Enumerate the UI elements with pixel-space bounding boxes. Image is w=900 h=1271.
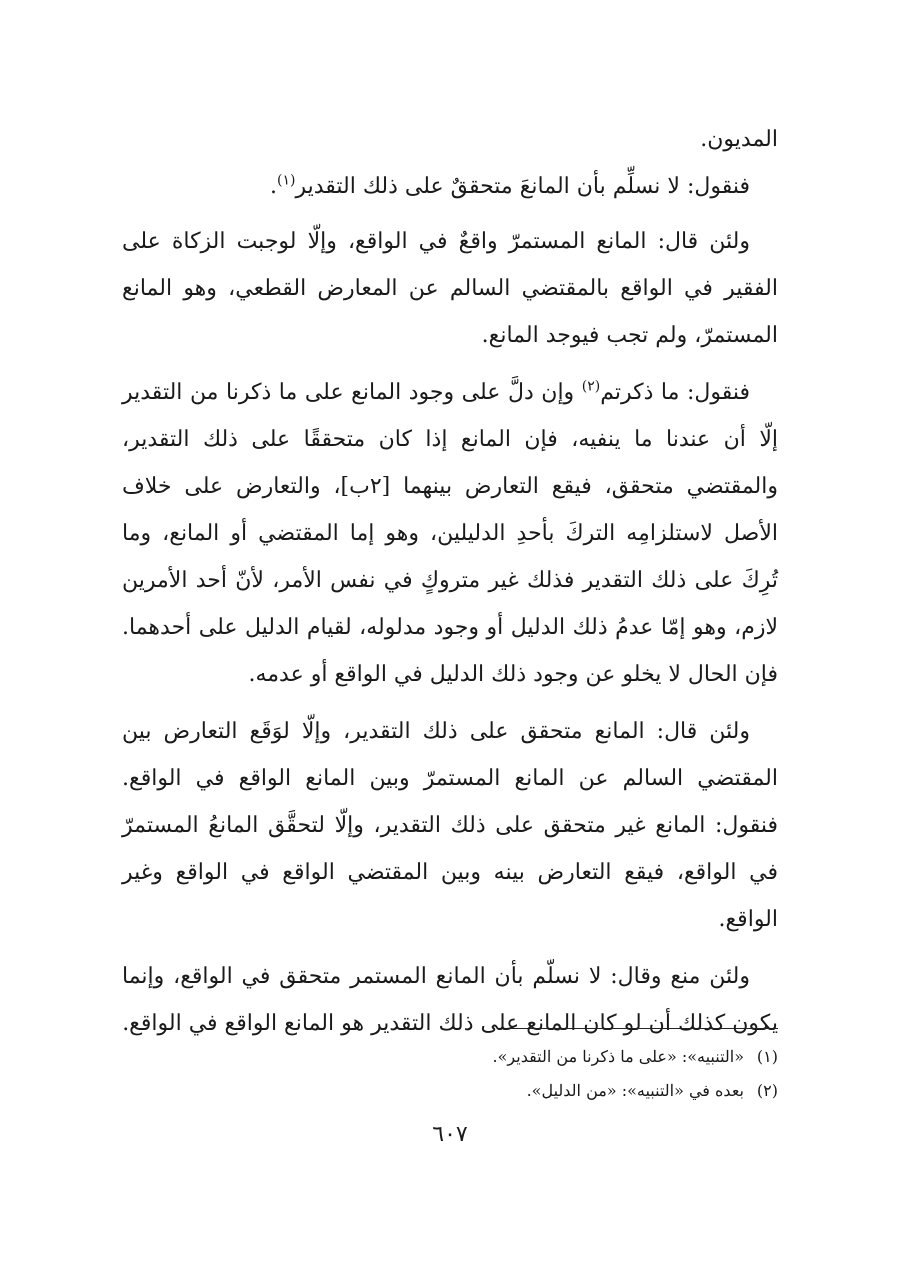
- paragraph-1-tail: .: [269, 174, 277, 199]
- opening-line: المديون.: [700, 127, 778, 152]
- footnote-2: [122, 1074, 778, 1108]
- footnote-2-number: (٢): [756, 1081, 778, 1100]
- footnote-1-number: (١): [756, 1047, 778, 1066]
- paragraph-3-text-before: فنقول: ما ذكرتم: [600, 380, 751, 405]
- paragraph-3: [122, 369, 778, 698]
- paragraph-3-text-after: وإن دلَّ على وجود المانع على ما ذكرنا من التقدير إلّا أن عندنا ما ينفيه، فإن المانع إذا كان متحققًا على ذلك التقدير، والمقتضي متحقق، فيقع التعارض بينهما [٢ب]، والتعارض على خلاف الأصل لاستلزامِه التركَ بأحدِ الدليلين، وهو إما المقتضي أو المانع، وما تُرِكَ على ذلك التقدير فذلك غير متروكٍ في نفس الأمر، لأنّ أحد الأمرين لازم، وهو إمّا عدمُ ذلك الدليل أو وجود مدلوله، لقيام الدليل على أحدهما. فإن الحال لا يخلو عن وجود ذلك الدليل في الواقع أو عدمه.: [122, 380, 778, 687]
- footnote-1-text: «التنبيه»: «على ما ذكرنا من التقدير».: [492, 1047, 744, 1066]
- footnote-1: [122, 1040, 778, 1074]
- footnote-2-text: بعده في «التنبيه»: «من الدليل».: [526, 1081, 744, 1100]
- footnote-ref-2[interactable]: (٢): [581, 378, 601, 395]
- paragraph-1-text: فنقول: لا نسلِّم بأن المانعَ متحققٌ على ذلك التقدير: [295, 174, 750, 199]
- paragraph-1: [122, 163, 778, 210]
- page-number: ٦٠٧: [432, 1122, 468, 1147]
- paragraph-2: ولئن قال: المانع المستمرّ واقعٌ في الواقع، وإلّا لوجبت الزكاة على الفقير في الواقع بالمقتضي السالم عن المعارض القطعي، وهو المانع المستمرّ، ولم تجب فيوجد المانع.: [122, 229, 778, 348]
- footnote-ref-1[interactable]: (١): [276, 172, 296, 189]
- main-text: [122, 116, 778, 1047]
- footnotes: [122, 1040, 778, 1108]
- footnote-divider: [510, 1028, 778, 1029]
- paragraph-5: ولئن منع وقال: لا نسلّم بأن المانع المستمر متحقق في الواقع، وإنما يكون كذلك أن لو كان المانع على ذلك التقدير هو المانع الواقع في الواقع.: [122, 964, 778, 1036]
- paragraph-4: ولئن قال: المانع متحقق على ذلك التقدير، وإلّا لوَقَع التعارض بين المقتضي السالم عن المانع المستمرّ وبين المانع الواقع في الواقع. فنقول: المانع غير متحقق على ذلك التقدير، وإلّا لتحقَّق المانعُ المستمرّ في الواقع، فيقع التعارض بينه وبين المقتضي الواقع في الواقع وغير الواقع.: [122, 719, 778, 932]
